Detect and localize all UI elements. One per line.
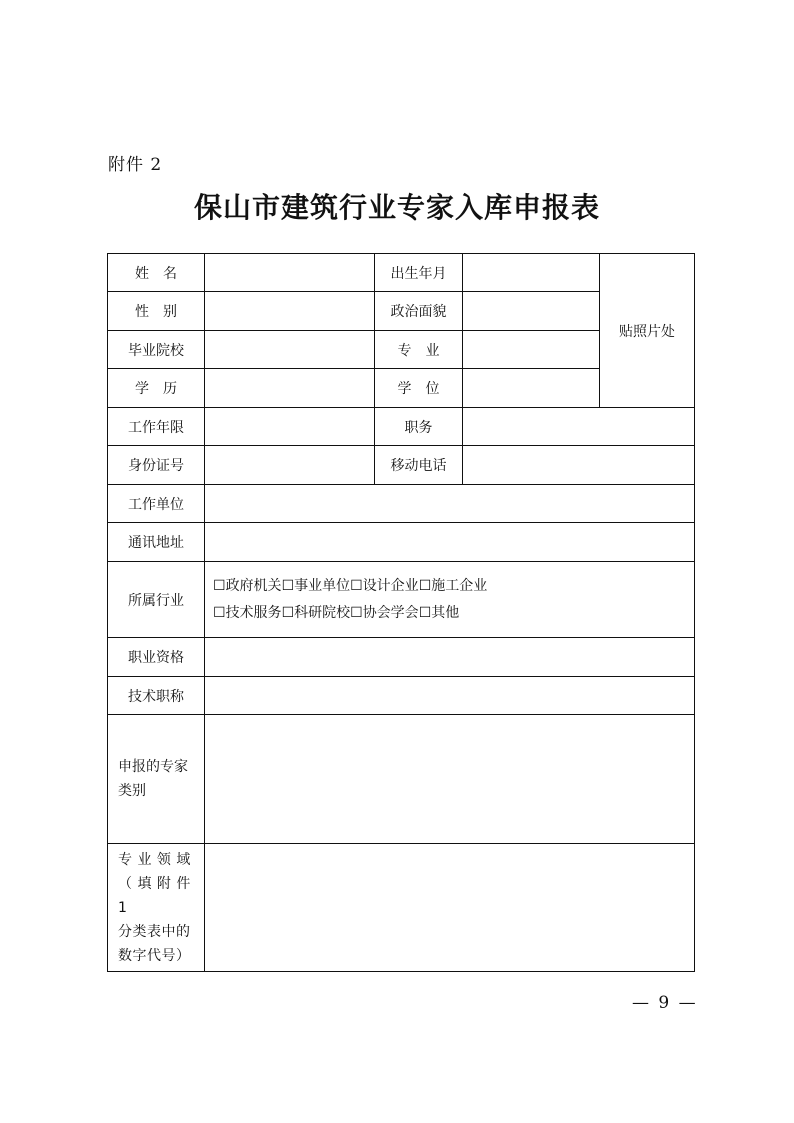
row-technical-title: [108, 677, 695, 715]
checkbox-icon[interactable]: ☐: [418, 577, 432, 594]
industry-option-technical-service[interactable]: ☐技术服务: [213, 604, 282, 621]
row-qualification: [108, 638, 695, 677]
row-id: [108, 446, 695, 485]
professional-field-label-line-1: 专 业 领 域: [118, 851, 191, 868]
industry-option-association[interactable]: ☐协会学会: [350, 604, 419, 621]
industry-option-other[interactable]: ☐其他: [418, 604, 460, 621]
page-title: 保山市建筑行业专家入库申报表: [193, 191, 600, 224]
school-field[interactable]: [205, 331, 375, 369]
checkbox-icon[interactable]: ☐: [281, 577, 295, 594]
page-number: — 9 —: [632, 993, 698, 1013]
gender-field[interactable]: [205, 292, 375, 331]
qualification-field[interactable]: [205, 638, 695, 677]
qualification-label: 职业资格: [108, 638, 205, 677]
birth-label: 出生年月: [375, 254, 463, 292]
row-professional-field: [108, 844, 695, 972]
position-field[interactable]: [463, 408, 695, 446]
politics-label: 政治面貌: [375, 292, 463, 331]
expert-type-label-line-1: 申报的专家: [118, 759, 188, 775]
industry-options: [205, 562, 695, 638]
industry-options-line-2: [213, 600, 694, 627]
photo-label: 贴照片处: [619, 323, 675, 340]
row-expert-type: [108, 715, 695, 844]
major-field[interactable]: [463, 331, 600, 369]
mobile-label: 移动电话: [375, 446, 463, 485]
politics-field[interactable]: [463, 292, 600, 331]
industry-option-construction-firm[interactable]: ☐施工企业: [418, 577, 488, 594]
expert-type-field[interactable]: [205, 715, 695, 844]
industry-option-design-firm[interactable]: ☐设计企业: [350, 577, 419, 594]
education-field[interactable]: [205, 369, 375, 408]
row-address: [108, 523, 695, 562]
technical-title-label: 技术职称: [108, 677, 205, 715]
expert-type-label: [108, 715, 205, 844]
technical-title-field[interactable]: [205, 677, 695, 715]
id-label: 身份证号: [108, 446, 205, 485]
photo-area[interactable]: [600, 254, 695, 408]
degree-field[interactable]: [463, 369, 600, 408]
checkbox-icon[interactable]: ☐: [213, 577, 226, 594]
row-industry: [108, 562, 695, 638]
attachment-label: 附件 2: [108, 155, 163, 175]
gender-label: 性 别: [108, 292, 205, 331]
professional-field-label-line-2: （ 填 附 件 1: [118, 875, 191, 916]
work-years-field[interactable]: [205, 408, 375, 446]
name-label: 姓 名: [108, 254, 205, 292]
professional-field-label: [108, 844, 205, 972]
row-employer: [108, 485, 695, 523]
position-label: 职务: [375, 408, 463, 446]
industry-option-research-institute[interactable]: ☐科研院校: [281, 604, 351, 621]
industry-option-public-institution[interactable]: ☐事业单位: [281, 577, 351, 594]
work-years-label: 工作年限: [108, 408, 205, 446]
checkbox-icon[interactable]: ☐: [213, 604, 226, 621]
employer-label: 工作单位: [108, 485, 205, 523]
industry-label: 所属行业: [108, 562, 205, 638]
checkbox-icon[interactable]: ☐: [281, 604, 295, 621]
name-field[interactable]: [205, 254, 375, 292]
checkbox-icon[interactable]: ☐: [418, 604, 432, 621]
expert-type-label-line-2: 类别: [118, 783, 146, 799]
professional-field-label-line-4: 数字代号）: [118, 947, 191, 964]
address-label: 通讯地址: [108, 523, 205, 562]
industry-option-government[interactable]: ☐政府机关: [213, 577, 282, 594]
application-form-table: [107, 253, 695, 972]
birth-field[interactable]: [463, 254, 600, 292]
checkbox-icon[interactable]: ☐: [350, 577, 363, 594]
row-work-years: [108, 408, 695, 446]
checkbox-icon[interactable]: ☐: [350, 604, 363, 621]
industry-options-line-1: [213, 573, 694, 600]
education-label: 学 历: [108, 369, 205, 408]
id-field[interactable]: [205, 446, 375, 485]
degree-label: 学 位: [375, 369, 463, 408]
row-name: [108, 254, 695, 292]
major-label: 专 业: [375, 331, 463, 369]
professional-field-field[interactable]: [205, 844, 695, 972]
school-label: 毕业院校: [108, 331, 205, 369]
employer-field[interactable]: [205, 485, 695, 523]
address-field[interactable]: [205, 523, 695, 562]
professional-field-label-line-3: 分类表中的: [118, 923, 191, 940]
mobile-field[interactable]: [463, 446, 695, 485]
